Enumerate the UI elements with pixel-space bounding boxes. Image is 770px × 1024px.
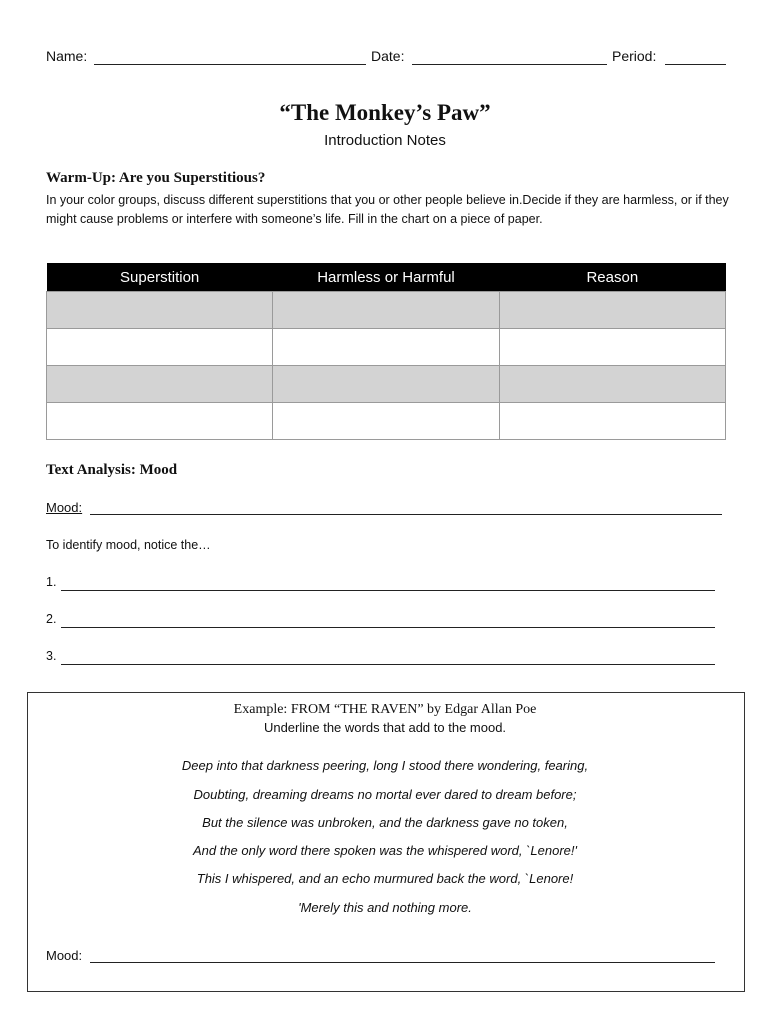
page-subtitle: Introduction Notes xyxy=(324,132,446,149)
table-cell[interactable] xyxy=(273,366,499,403)
poem-line: But the silence was unbroken, and the darkness gave no token, xyxy=(202,815,568,830)
name-blank[interactable] xyxy=(94,64,366,65)
example-instruction: Underline the words that add to the mood. xyxy=(263,720,507,735)
table-row xyxy=(47,292,726,329)
example-title: Example: FROM “THE RAVEN” by Edgar Allan Poe xyxy=(233,702,537,717)
warmup-instructions: In your color groups, discuss different superstitions that you or other people believe in.Decide if they are harmless, or if they might cause problems or interfere with someone’s life. Fill in the chart on a piece of paper. xyxy=(46,193,729,226)
item-number-3: 3. xyxy=(46,649,57,663)
poem-line: This I whispered, and an echo murmured back the word, `Lenore! xyxy=(196,871,574,886)
mood-label: Mood: xyxy=(46,500,83,515)
item-number-2: 2. xyxy=(46,612,57,626)
example-mood-blank[interactable] xyxy=(90,962,715,963)
table-cell[interactable] xyxy=(499,292,725,329)
column-header-harmless-or-harmful: Harmless or Harmful xyxy=(273,263,499,292)
header-row xyxy=(46,48,726,68)
date-blank[interactable] xyxy=(412,64,607,65)
name-label: Name: xyxy=(46,48,88,64)
table-cell[interactable] xyxy=(499,329,725,366)
table-cell[interactable] xyxy=(273,403,499,440)
table-row xyxy=(47,366,726,403)
page-title: “The Monkey’s Paw” xyxy=(279,100,491,125)
table-cell[interactable] xyxy=(47,366,273,403)
poem-line: And the only word there spoken was the whispered word, `Lenore!' xyxy=(192,843,578,858)
column-header-superstition: Superstition xyxy=(47,263,273,292)
superstition-table xyxy=(46,263,726,440)
item-blank-3[interactable] xyxy=(61,664,715,665)
item-blank-2[interactable] xyxy=(61,627,715,628)
poem-line: Doubting, dreaming dreams no mortal ever dared to dream before; xyxy=(193,787,577,802)
table-cell[interactable] xyxy=(273,292,499,329)
mood-blank[interactable] xyxy=(90,514,722,515)
example-box xyxy=(27,692,745,992)
warmup-heading: Warm-Up: Are you Superstitious? xyxy=(46,170,266,186)
table-cell[interactable] xyxy=(47,292,273,329)
poem-line: Deep into that darkness peering, long I stood there wondering, fearing, xyxy=(181,758,589,773)
table-cell[interactable] xyxy=(499,403,725,440)
table-row xyxy=(47,403,726,440)
date-label: Date: xyxy=(371,48,405,64)
example-mood-label: Mood: xyxy=(46,948,83,963)
item-number-1: 1. xyxy=(46,575,57,589)
identify-mood-text: To identify mood, notice the… xyxy=(46,538,211,552)
column-header-reason: Reason xyxy=(499,263,725,292)
table-row xyxy=(47,329,726,366)
table-header-row xyxy=(47,263,726,292)
table-cell[interactable] xyxy=(47,403,273,440)
item-blank-1[interactable] xyxy=(61,590,715,591)
table-cell[interactable] xyxy=(47,329,273,366)
period-blank[interactable] xyxy=(665,64,726,65)
table-cell[interactable] xyxy=(499,366,725,403)
poem-line: 'Merely this and nothing more. xyxy=(298,900,472,915)
analysis-heading: Text Analysis: Mood xyxy=(46,462,178,478)
period-label: Period: xyxy=(612,48,657,64)
table-cell[interactable] xyxy=(273,329,499,366)
